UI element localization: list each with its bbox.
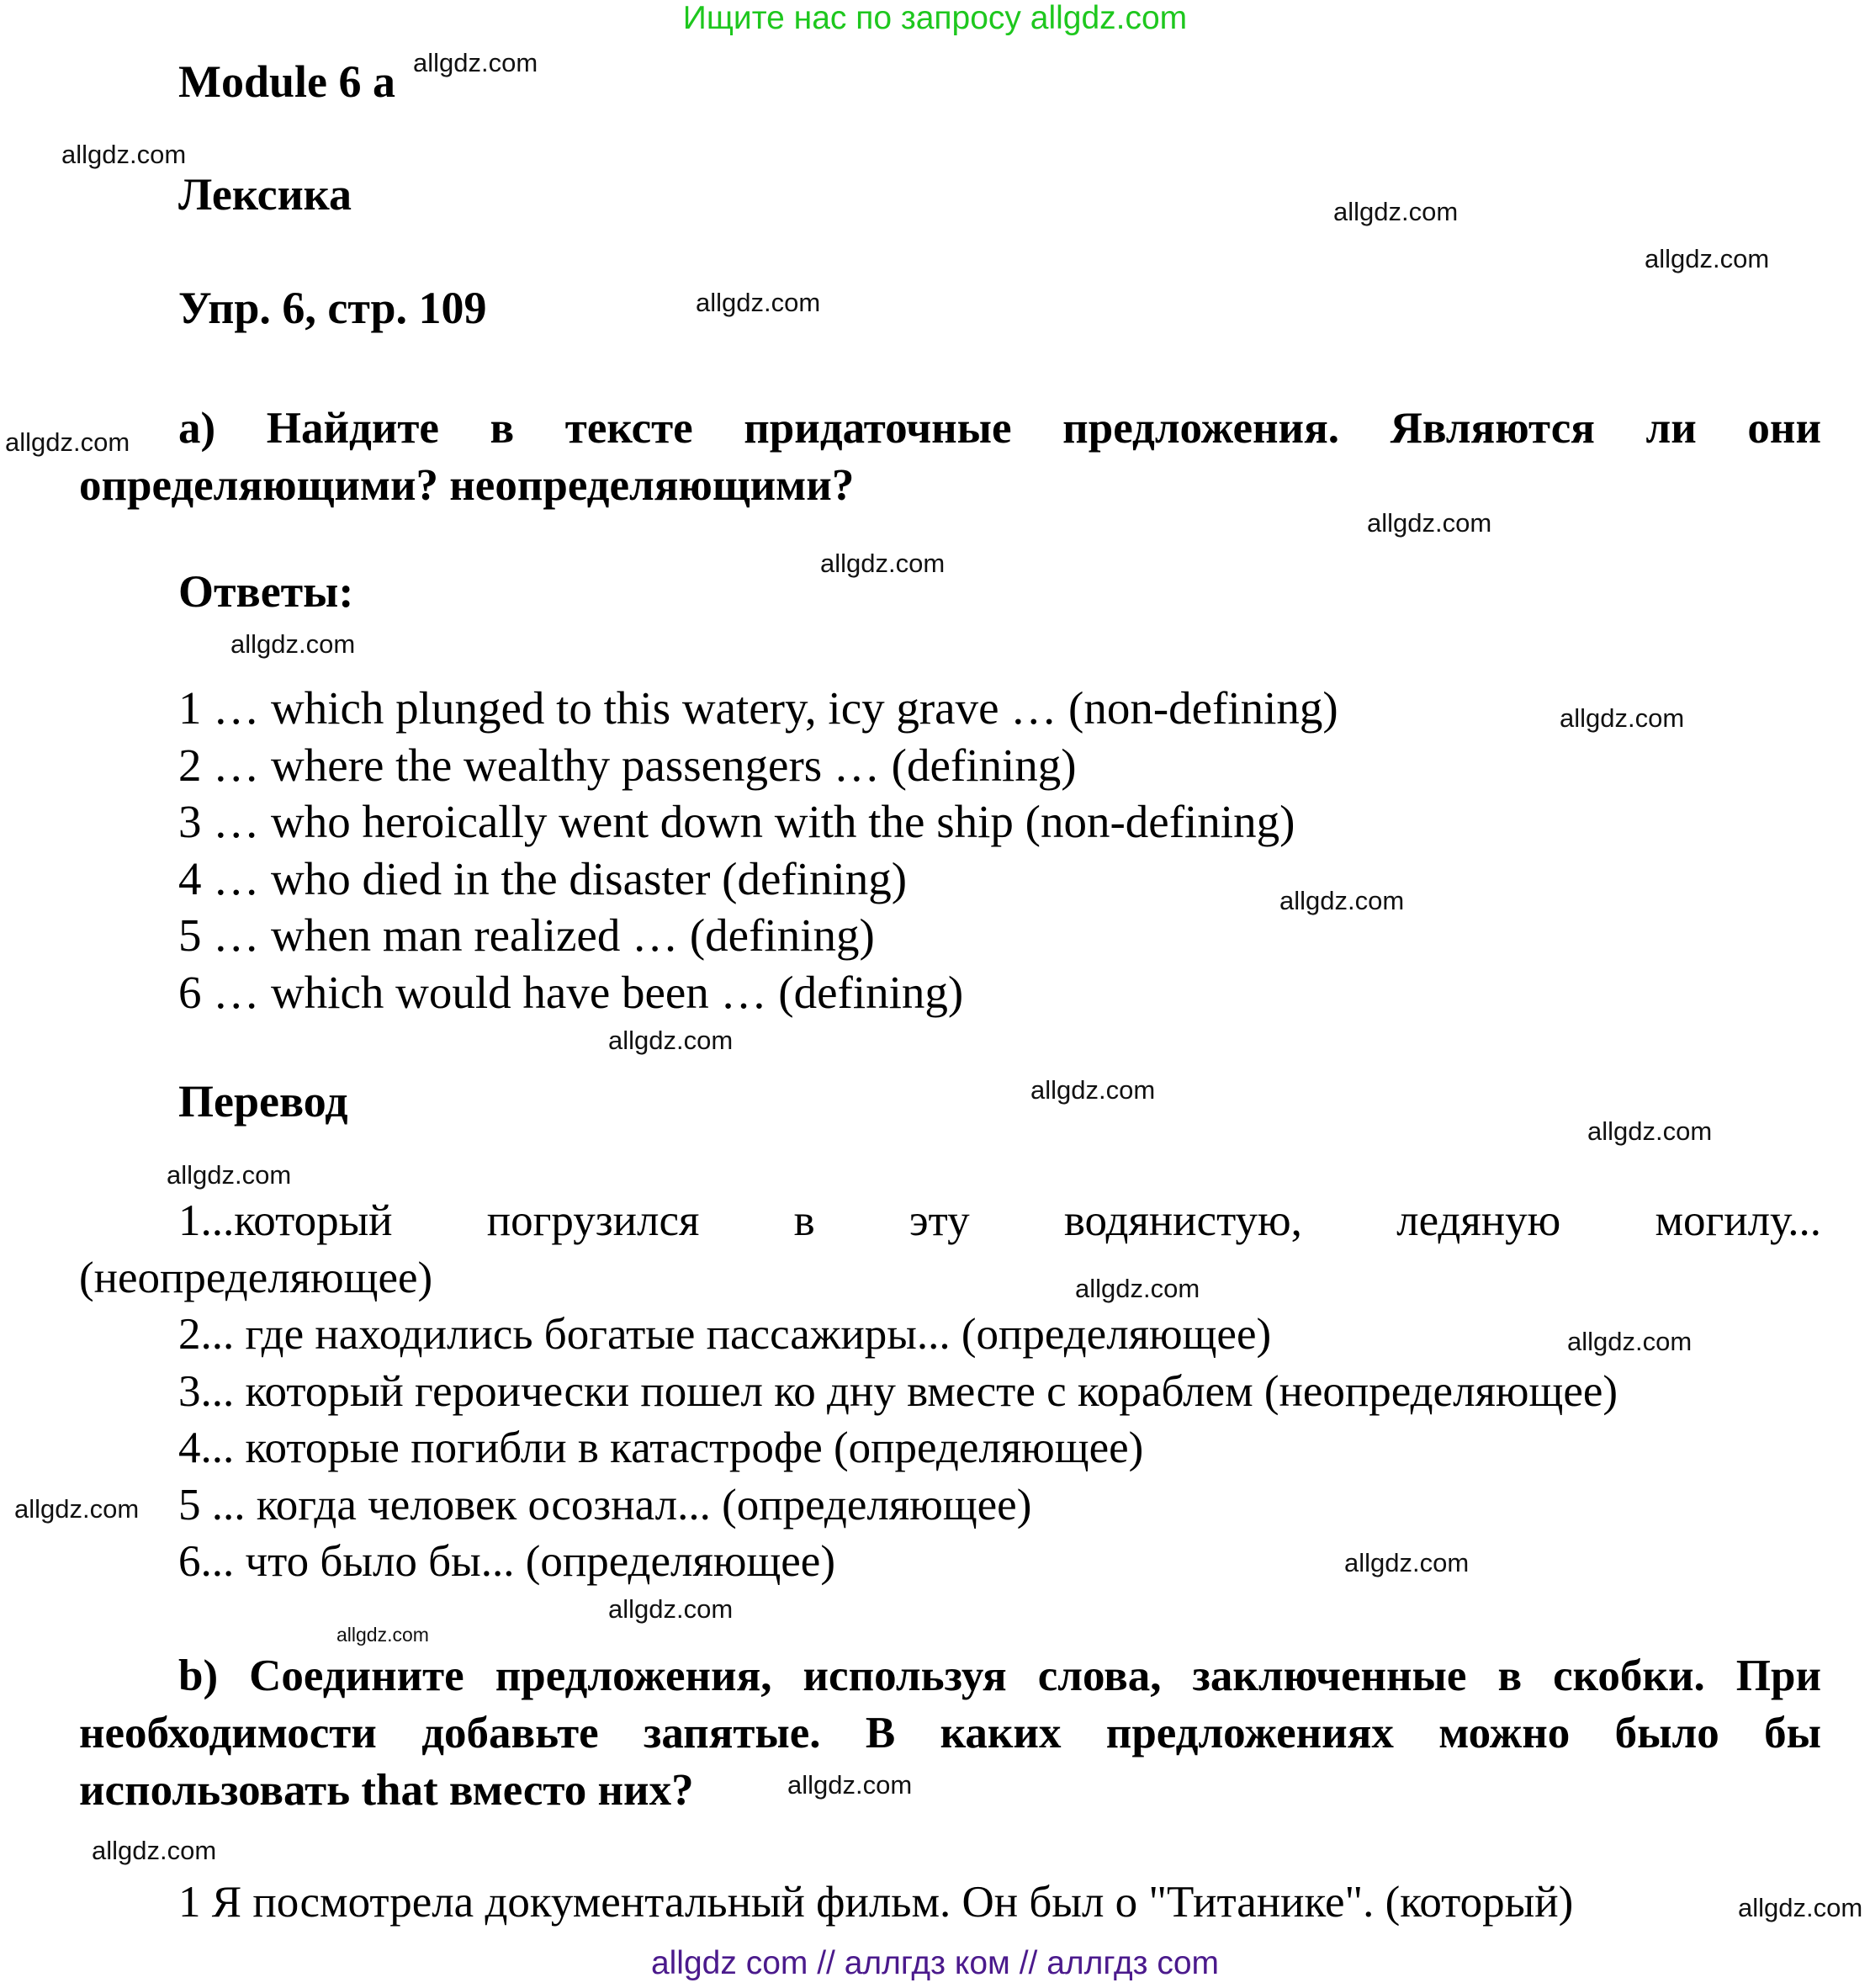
footer-watermark: allgdz com // аллгдз ком // аллгдз com xyxy=(650,1945,1220,1981)
answers-list xyxy=(178,680,1338,1021)
watermark: allgdz.com xyxy=(1738,1893,1863,1922)
watermark: allgdz.com xyxy=(608,1026,734,1055)
watermark: allgdz.com xyxy=(1333,197,1459,226)
answers-title: Ответы: xyxy=(178,566,354,617)
task-a-instruction: а) Найдите в тексте придаточные предложения. Являются ли они определяющими? неопределяющими? xyxy=(79,404,1821,510)
watermark: allgdz.com xyxy=(92,1836,217,1865)
watermark: allgdz.com xyxy=(696,288,821,317)
watermark: allgdz.com xyxy=(413,48,538,77)
task-b-instruction: b) Соедините предложения, используя слова, заключенные в скобки. При необходимости добавьте запятые. В каких предложениях можно было бы использовать that вместо них? xyxy=(79,1651,1821,1815)
answer-item: 6 … which would have been … (defining) xyxy=(178,966,964,1018)
answer-item: 2 … where the wealthy passengers … (defining) xyxy=(178,739,1077,791)
watermark: allgdz.com xyxy=(1367,508,1492,538)
watermark: allgdz.com xyxy=(167,1160,292,1190)
search-banner: Ищите нас по запросу allgdz.com xyxy=(682,0,1188,36)
watermark: allgdz.com xyxy=(1560,703,1685,733)
watermark: allgdz.com xyxy=(14,1494,140,1524)
translation-item: 2... где находились богатые пассажиры... (определяющее) xyxy=(178,1310,1272,1359)
section-title: Лексика xyxy=(178,169,352,220)
watermark: allgdz.com xyxy=(230,629,356,659)
exercise-title: Упр. 6, стр. 109 xyxy=(178,283,487,333)
watermark: allgdz.com xyxy=(820,549,946,578)
watermark: allgdz.com xyxy=(1075,1274,1200,1303)
watermark: allgdz.com xyxy=(1645,244,1770,273)
watermark: allgdz.com xyxy=(336,1624,429,1646)
watermark: allgdz.com xyxy=(1279,886,1405,915)
watermark: allgdz.com xyxy=(1344,1548,1470,1577)
watermark: allgdz.com xyxy=(61,140,187,169)
answer-item: 3 … who heroically went down with the ship (non-defining) xyxy=(178,796,1295,847)
translation-item: 3... который героически пошел ко дну вместе с кораблем (неопределяющее) xyxy=(178,1366,1618,1416)
watermark: allgdz.com xyxy=(608,1594,734,1624)
translation-item: 5 ... когда человек осознал... (определяющее) xyxy=(178,1480,1032,1529)
task-b-item: 1 Я посмотрела документальный фильм. Он был о "Титанике". (который) xyxy=(178,1878,1574,1927)
answer-item: 4 … who died in the disaster (defining) xyxy=(178,852,908,904)
module-title: Module 6 a xyxy=(178,56,396,107)
watermark: allgdz.com xyxy=(787,1770,913,1800)
watermark: allgdz.com xyxy=(1030,1075,1156,1105)
watermark: allgdz.com xyxy=(1587,1116,1713,1146)
watermark: allgdz.com xyxy=(5,427,130,457)
translation-list xyxy=(79,1193,1821,1591)
answer-item: 5 … when man realized … (defining) xyxy=(178,909,875,961)
translation-item: 4... которые погибли в катастрофе (определяющее) xyxy=(178,1423,1144,1472)
translation-item: 6... что было бы... (определяющее) xyxy=(178,1537,835,1586)
translation-item-continued: (неопределяющее) xyxy=(79,1253,433,1302)
watermark: allgdz.com xyxy=(1567,1327,1693,1356)
translation-item: 1...который погрузился в эту водянистую, ледяную могилу... xyxy=(178,1196,1821,1245)
translation-title: Перевод xyxy=(178,1076,348,1127)
answer-item: 1 … which plunged to this watery, icy grave … (non-defining) xyxy=(178,682,1338,734)
